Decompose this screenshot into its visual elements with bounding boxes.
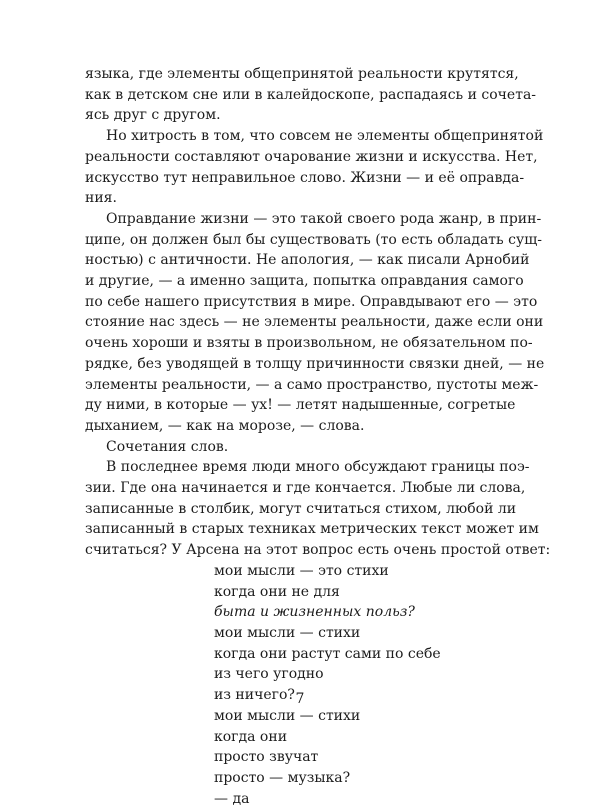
poem-line: мои мысли — стихи <box>214 624 361 641</box>
poem-line: мои мысли — стихи <box>214 707 361 724</box>
paragraph <box>85 437 513 458</box>
prose <box>85 64 551 561</box>
text-line: очень хороши и взяты в произвольном, не обязательном по- <box>85 335 533 352</box>
text-line: реальности составляют очарование жизни и искусства. Нет, <box>85 148 538 165</box>
text-line: языка, где элементы общепринятой реальности крутятся, <box>85 66 519 82</box>
paragraph <box>85 126 544 209</box>
text-line: Но хитрость в том, что совсем не элементы общепринятой <box>106 128 544 145</box>
paragraph <box>85 209 545 437</box>
text-line: записанный в старых техниках метрических текст может им <box>85 521 539 538</box>
poem-line: просто звучат <box>214 749 319 766</box>
poem-line: когда они <box>214 728 288 745</box>
text-line: искусство тут неправильное слово. Жизни — и её оправда- <box>85 169 525 186</box>
text-line: Оправдание жизни — это такой своего рода жанр, в прин- <box>106 210 542 227</box>
poem-line: когда они растут сами по себе <box>214 645 441 662</box>
text-line: считаться? У Арсена на этот вопрос есть очень простой ответ: <box>85 542 551 559</box>
text-line: ципе, он должен был бы существовать (то есть обладать сущ- <box>85 231 542 248</box>
text-line: как в детском сне или в калейдоскопе, распадаясь и сочета- <box>85 86 537 103</box>
text-line: зии. Где она начинается и где кончается. Любые ли слова, <box>85 480 526 497</box>
text-line: ностью) с античности. Не апология, — как писали Арнобий <box>85 252 530 269</box>
poem-line: — да <box>214 790 250 807</box>
text-line: ния. <box>85 190 117 207</box>
text-line: и другие, — а именно защита, попытка оправдания самого <box>85 273 524 290</box>
text-line: по себе нашего присутствия в мире. Оправдывают его — это <box>85 293 538 310</box>
text-line: ясь друг с другом. <box>85 107 221 124</box>
text-line: дыханием, — как на морозе, — слова. <box>85 417 365 434</box>
poem-line: мои мысли — это стихи <box>214 562 389 579</box>
text-line: Сочетания слов. <box>106 438 229 455</box>
paragraph <box>85 457 551 561</box>
poem-line: из чего угодно <box>214 666 324 683</box>
poem-line: из ничего? <box>214 687 295 704</box>
poem-line: быта и жизненных польз? <box>214 604 415 621</box>
text-line: записанные в столбик, могут считаться стихом, любой ли <box>85 500 517 517</box>
text-line: стояние нас здесь — не элементы реальности, даже если они <box>85 314 544 331</box>
poem-line: просто — музыка? <box>214 769 351 786</box>
text-line: элементы реальности, — а само пространство, пустоты меж- <box>85 376 539 393</box>
poem-quote <box>214 561 513 809</box>
text-line: рядке, без уводящей в толщу причинности связки дней, — не <box>85 355 545 372</box>
paragraph <box>85 64 537 126</box>
text-line: ду ними, в которые — ух! — летят надышенные, согретые <box>85 397 516 414</box>
text-line: В последнее время люди много обсуждают границы поэ- <box>106 459 530 476</box>
poem-line: когда они не для <box>214 583 340 600</box>
page-number: 7 <box>295 691 305 707</box>
